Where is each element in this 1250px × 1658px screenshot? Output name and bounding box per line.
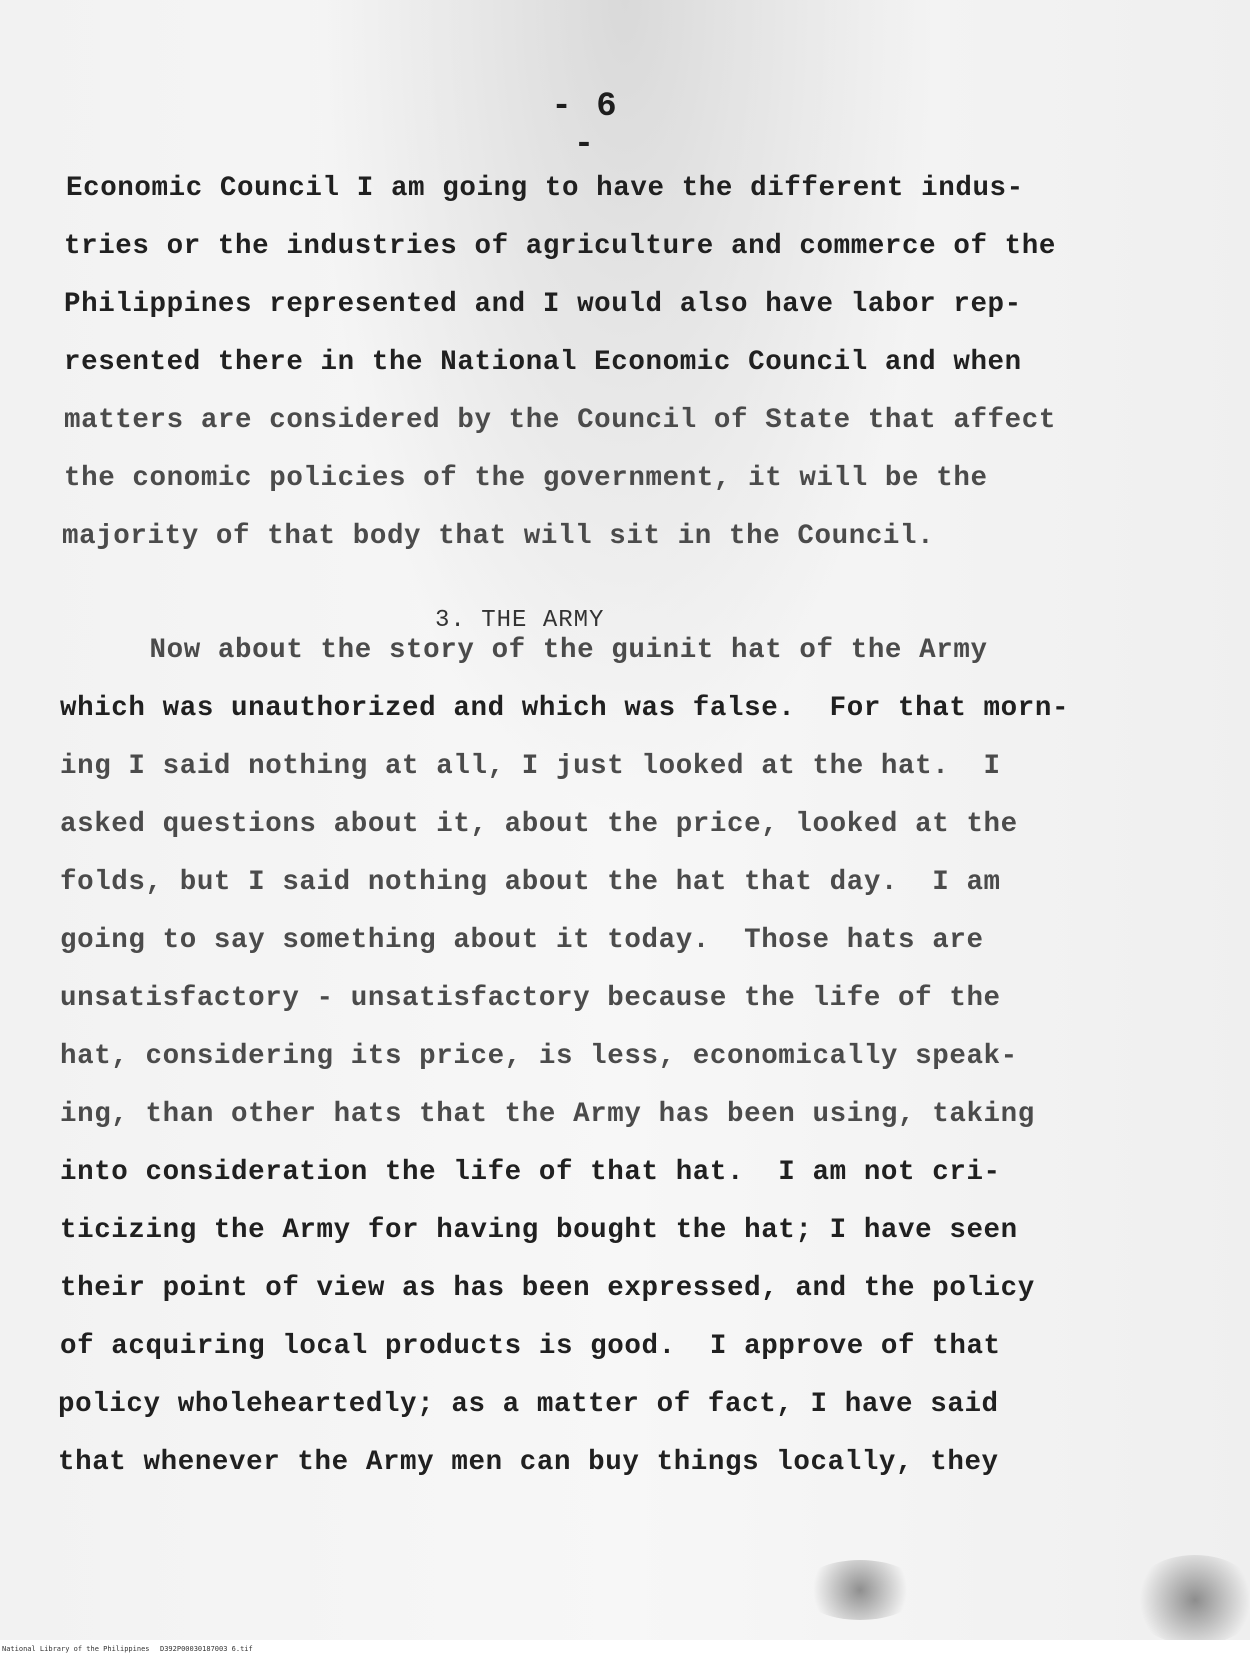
scan-footer: [0, 1640, 1250, 1658]
text-line: the conomic policies of the government, it will be the: [64, 463, 988, 494]
page-number: - 6 -: [551, 88, 619, 164]
footer-filename: D392P00030187003 6.tif: [160, 1645, 253, 1653]
text-line: Now about the story of the guinit hat of the Army: [64, 635, 988, 666]
text-line: their point of view as has been expressed, and the policy: [60, 1273, 1035, 1304]
section-heading: 3. THE ARMY: [435, 607, 605, 634]
text-line: going to say something about it today. Those hats are: [60, 925, 984, 956]
text-line: ticizing the Army for having bought the hat; I have seen: [60, 1215, 1018, 1246]
text-line: that whenever the Army men can buy things locally, they: [58, 1447, 999, 1478]
text-line: into consideration the life of that hat. I am not cri-: [60, 1157, 1001, 1188]
text-line: Economic Council I am going to have the different indus-: [66, 173, 1024, 204]
text-line: resented there in the National Economic Council and when: [64, 347, 1022, 378]
text-line: of acquiring local products is good. I approve of that: [60, 1331, 1001, 1362]
text-line: ing I said nothing at all, I just looked at the hat. I: [60, 751, 1001, 782]
footer-library: National Library of the Philippines: [2, 1645, 150, 1653]
scan-smudge: [1130, 1555, 1250, 1645]
text-line: unsatisfactory - unsatisfactory because the life of the: [60, 983, 1001, 1014]
text-line: hat, considering its price, is less, economically speak-: [60, 1041, 1018, 1072]
text-line: policy wholeheartedly; as a matter of fact, I have said: [58, 1389, 999, 1420]
scan-smudge: [800, 1560, 920, 1620]
text-line: ing, than other hats that the Army has been using, taking: [60, 1099, 1035, 1130]
text-line: asked questions about it, about the price, looked at the: [60, 809, 1018, 840]
text-line: tries or the industries of agriculture and commerce of the: [64, 231, 1056, 262]
text-line: majority of that body that will sit in the Council.: [62, 521, 935, 552]
text-line: which was unauthorized and which was false. For that morn-: [60, 693, 1070, 724]
text-line: folds, but I said nothing about the hat that day. I am: [60, 867, 1001, 898]
text-line: matters are considered by the Council of State that affect: [64, 405, 1056, 436]
text-line: Philippines represented and I would also have labor rep-: [64, 289, 1022, 320]
